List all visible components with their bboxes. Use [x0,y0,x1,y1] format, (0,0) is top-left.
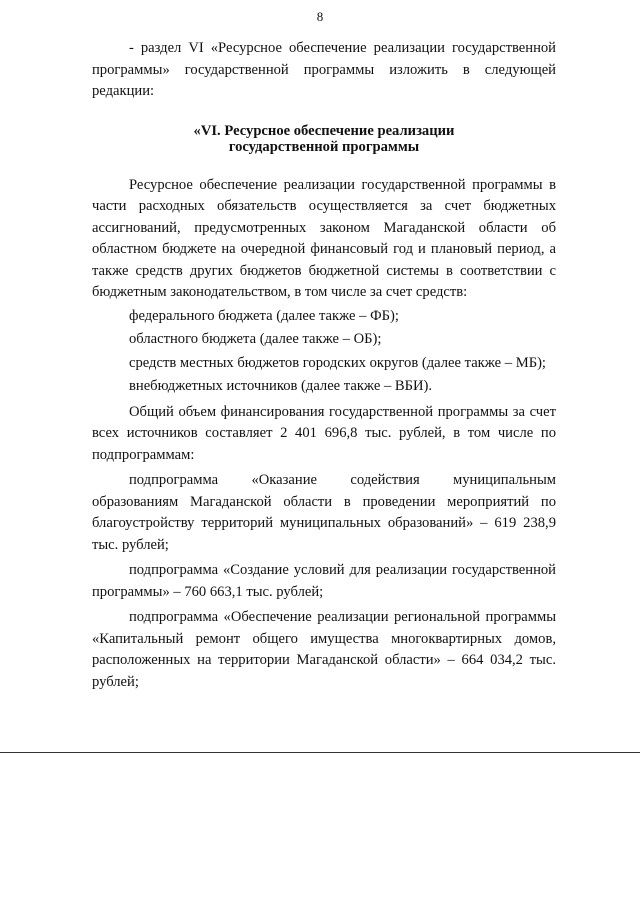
section-heading [92,123,556,155]
document-body [92,38,556,693]
funding-source-federal: федерального бюджета (далее также – ФБ); [129,307,399,324]
subprogram-1: подпрограмма «Оказание содействия муниципальным образованиям Магаданской области в проведении мероприятий по благоустройству территорий муниципальных образований» – 619 238,9 тыс. рублей; [92,472,556,553]
funding-source-municipal: средств местных бюджетов городских округов (далее также – МБ); [129,354,546,371]
funding-source-regional: областного бюджета (далее также – ОБ); [129,331,382,347]
section-heading-line-2: государственной программы [228,138,420,155]
total-funding-paragraph: Общий объем финансирования государственной программы за счет всех источников составляет 2 401 696,8 тыс. рублей, в том числе по подпрограммам: [92,403,556,463]
subprogram-2: подпрограмма «Создание условий для реализации государственной программы» – 760 663,1 тыс. рублей; [92,562,556,600]
section-heading-line-1: «VI. Ресурсное обеспечение реализации [193,122,455,139]
subprogram-3: подпрограмма «Обеспечение реализации региональной программы «Капитальный ремонт общего имущества многоквартирных домов, расположенных на территории Магаданской области» – 664 034,2 тыс. рублей; [92,609,556,690]
page-bottom-rule [0,752,640,753]
intro-paragraph: - раздел VI «Ресурсное обеспечение реализации государственной программы» государственной программы изложить в следующей редакции: [92,40,556,99]
funding-paragraph: Ресурсное обеспечение реализации государственной программы в части расходных обязательств осуществляется за счет бюджетных ассигнований, предусмотренных законом Магаданской области об областном бюджете на очередной финансовый год и плановый период, а также средств других бюджетов бюджетной системы в соответствии с бюджетным законодательством, в том числе за счет средств: [92,176,556,300]
page-number: 8 [316,9,324,24]
funding-source-extrabudgetary: внебюджетных источников (далее также – ВБИ). [129,378,433,394]
